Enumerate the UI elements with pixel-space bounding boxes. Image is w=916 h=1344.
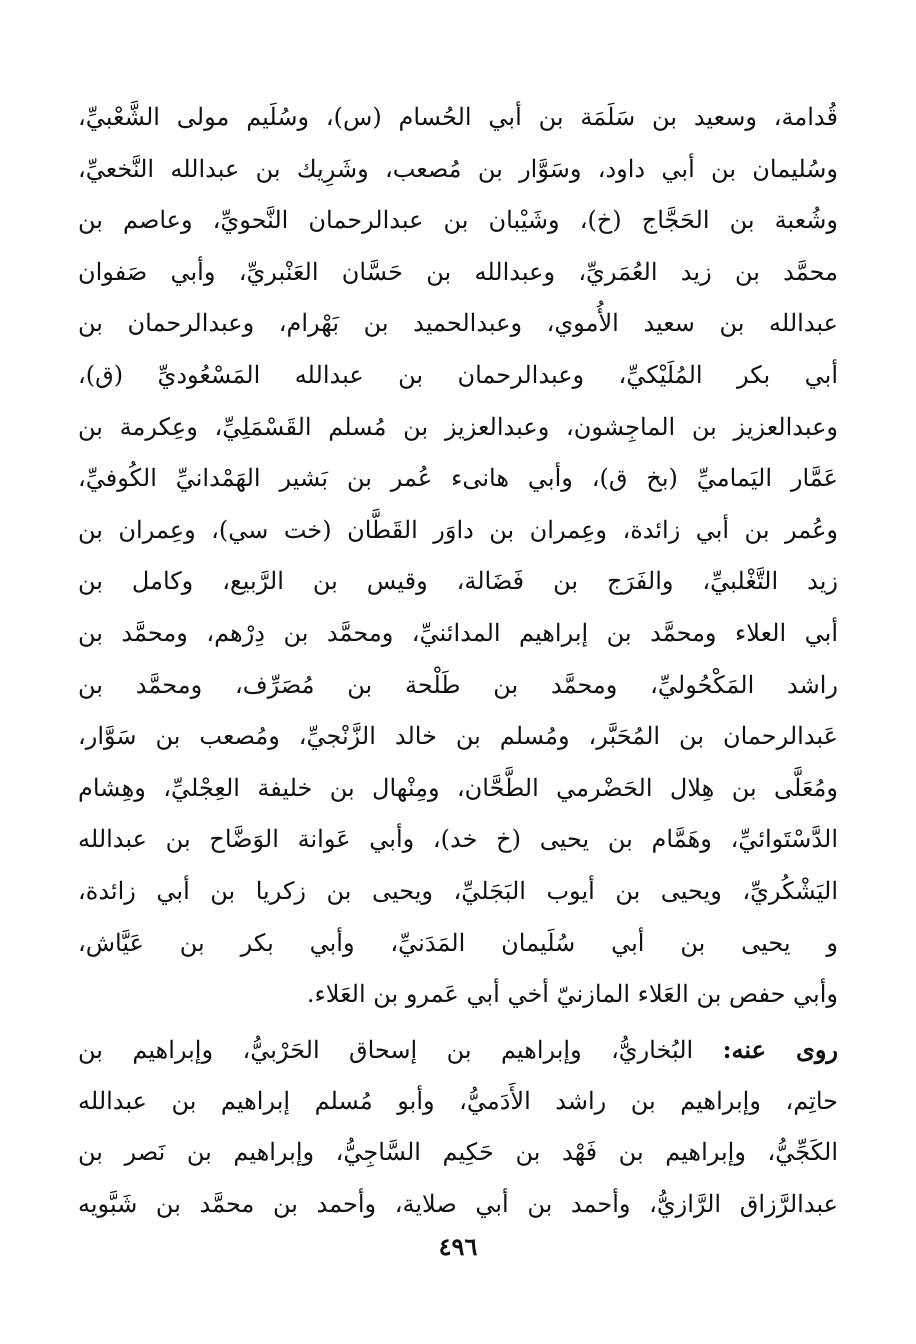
text-line: وأبي حفص بن العَلاء المازنيّ أخي أبي عَمرو بن العَلاء. [306,980,838,1009]
text-line: عَمَّار اليَماميِّ (بخ ق)، وأبي هانىء عُمر بن بَشير الهَمْدانيِّ الكُوفيِّ، [78,464,838,493]
text-line-with-label [78,1024,838,1076]
text-line-rest: البُخاريُّ، وإبراهيم بن إسحاق الحَرْبيُّ، وإبراهيم بن [78,1036,694,1064]
narrated-by-label: روى عنه: [722,1035,838,1064]
text-line: أبي بكر المُلَيْكيِّ، وعبدالرحمان بن عبدالله المَسْعُوديِّ (ق)، [78,360,838,389]
text-line: عبدالله بن سعيد الأُموي، وعبدالحميد بن بَهْرام، وعبدالرحمان بن [78,309,838,338]
text-line: زيد التَّغْلبيِّ، والفَرَج بن فَضَالة، وقيس بن الرَّبيع، وكامل بن [78,567,838,596]
text-line: حاتِم، وإبراهيم بن راشد الأَدَميُّ، وأبو مُسلم إبراهيم بن عبدالله [78,1086,838,1115]
text-line: وعُمر بن أبي زائدة، وعِمران بن داوَر القَطَّان (خت سي)، وعِمران بن [78,515,838,544]
text-line: و يحيى بن أبي سُلَيمان المَدَنيِّ، وأبي بكر بن عَيَّاش، [78,928,838,957]
text-line: الكَجِّيُّ، وإبراهيم بن فَهْد بن حَكِيم السَّاجِيُّ، وإبراهيم بن نَصر بن [78,1138,838,1167]
text-line: وشُعبة بن الحَجَّاج (خ)، وشَيْبان بن عبدالرحمان النَّحويِّ، وعاصم بن [78,206,838,235]
text-line: وعبدالعزيز بن الماجِشون، وعبدالعزيز بن مُسلم القَسْمَلِيِّ، وعِكرمة بن [78,412,838,441]
page-number: ٤٩٦ [438,1232,478,1261]
text-line: وسُليمان بن أبي داود، وسَوَّار بن مُصعب، وشَرِيك بن عبدالله النَّخعيِّ، [78,154,838,183]
text-line: ومُعَلَّى بن هِلال الحَضْرمي الطَّحَّان، ومِنْهال بن خليفة العِجْليِّ، وهِشام [78,773,838,802]
text-line: الدَّسْتَوائيِّ، وهَمَّام بن يحيى (خ خد)، وأبي عَوانة الوَضَّاح بن عبدالله [78,825,838,854]
narrated-by-paragraph [78,1024,838,1230]
text-line: راشد المَكْحُوليِّ، ومحمَّد بن طَلْحة بن مُصَرِّف، ومحمَّد بن [78,670,838,699]
text-line: عبدالرَّزاق الرَّازيُّ، وأحمد بن أبي صلاية، وأحمد بن محمَّد بن شَبَّويه [78,1189,838,1218]
text-line: قُدامة، وسعيد بن سَلَمَة بن أبي الحُسام (س)، وسُلَيم مولى الشَّعْبيِّ، [78,103,838,131]
narrators-from-paragraph [78,92,838,1021]
text-line: اليَشْكُريِّ، ويحيى بن أيوب البَجَليِّ، ويحيى بن زكريا بن أبي زائدة، [78,876,838,905]
text-line: محمَّد بن زيد العُمَريِّ، وعبدالله بن حَسَّان العَنْبريِّ، وأبي صَفوان [78,257,838,286]
text-line: عَبدالرحمان بن المُحَبَّر، ومُسلم بن خالد الزَّنْجيِّ، ومُصعب بن سَوَّار، [78,722,838,751]
text-line: أبي العلاء ومحمَّد بن إبراهيم المدائنيِّ، ومحمَّد بن دِرْهم، ومحمَّد بن [78,618,838,647]
